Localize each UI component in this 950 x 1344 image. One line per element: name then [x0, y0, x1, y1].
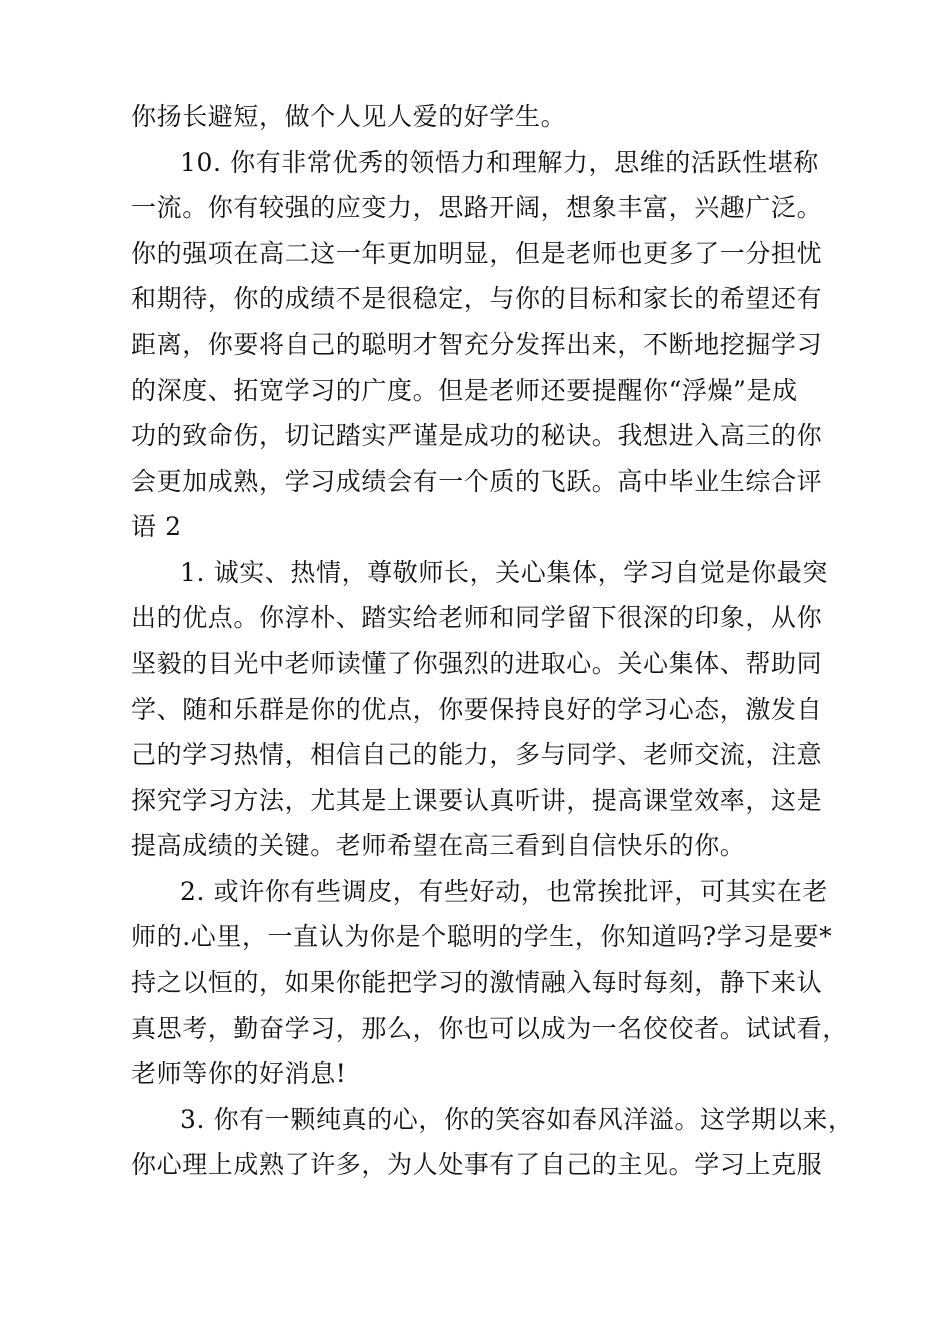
text-line: 语 2 [131, 512, 182, 541]
text-line: 出的优点。你淳朴、踏实给老师和同学留下很深的印象，从你 [131, 603, 823, 632]
text-line: 真思考，勤奋学习，那么，你也可以成为一名佼佼者。试试看， [131, 1014, 848, 1043]
paragraph-10-start: 10. 你有非常优秀的领悟力和理解力，思维的活跃性堪称 [180, 148, 819, 177]
paragraph-3-start: 3. 你有一颗纯真的心，你的笑容如春风洋溢。这学期以来， [180, 1105, 854, 1134]
text-line: 距离，你要将自己的聪明才智充分发挥出来，不断地挖掘学习 [131, 330, 823, 359]
paragraph-2-start: 2. 或许你有些调皮，有些好动，也常挨批评，可其实在老 [180, 877, 829, 906]
text-line: 你的强项在高二这一年更加明显，但是老师也更多了一分担忧 [131, 239, 823, 268]
text-line: 功的致命伤，切记踏实严谨是成功的秘诀。我想进入高三的你 [131, 421, 823, 450]
text-line: 你心理上成熟了许多，为人处事有了自己的主见。学习上克服 [131, 1150, 823, 1179]
text-line: 师的.心里，一直认为你是个聪明的学生，你知道吗?学习是要* [131, 922, 833, 951]
text-line: 学、随和乐群是你的优点，你要保持良好的学习心态，激发自 [131, 695, 823, 724]
text-line: 己的学习热情，相信自己的能力，多与同学、老师交流，注意 [131, 740, 823, 769]
text-line: 一流。你有较强的应变力，思路开阔，想象丰富，兴趣广泛。 [131, 193, 823, 222]
text-line: 和期待，你的成绩不是很稳定，与你的目标和家长的希望还有 [131, 284, 823, 313]
text-line: 坚毅的目光中老师读懂了你强烈的进取心。关心集体、帮助同 [131, 649, 823, 678]
text-line: 会更加成熟，学习成绩会有一个质的飞跃。高中毕业生综合评 [131, 467, 823, 496]
text-line: 探究学习方法，尤其是上课要认真听讲，提高课堂效率，这是 [131, 786, 823, 815]
text-line: 提高成绩的关键。老师希望在高三看到自信快乐的你。 [131, 831, 746, 860]
text-line: 持之以恒的，如果你能把学习的激情融入每时每刻，静下来认 [131, 968, 823, 997]
text-line: 的深度、拓宽学习的广度。但是老师还要提醒你“浮燥”是成 [131, 376, 798, 405]
paragraph-1-start: 1. 诚实、热情，尊敬师长，关心集体，学习自觉是你最突 [180, 558, 829, 587]
text-line: 老师等你的好消息! [131, 1059, 347, 1088]
text-line: 你扬长避短，做个人见人爱的好学生。 [131, 102, 567, 131]
